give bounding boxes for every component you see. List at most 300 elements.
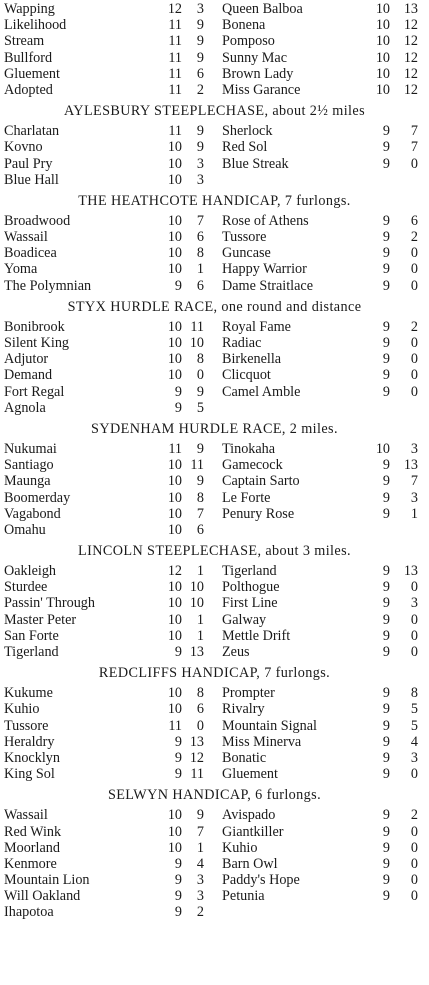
weight-pounds-left: 7 (196, 823, 204, 840)
race-heading: AYLESBURY STEEPLECHASE, about 2½ miles (63, 103, 366, 120)
horse-name-right: Guncase (222, 245, 271, 262)
weight-pounds-left: 2 (196, 81, 204, 98)
race-heading: SELWYN HANDICAP, 6 furlongs. (107, 787, 322, 804)
weight-stone-right: 9 (382, 717, 390, 734)
weight-pounds-left: 8 (196, 245, 204, 262)
weight-pounds-right: 2 (410, 807, 418, 824)
horse-name-right: Blue Streak (222, 155, 289, 172)
entry-row (0, 351, 429, 367)
horse-name-left: Kuhio (4, 701, 40, 718)
weight-pounds-left: 0 (196, 367, 204, 384)
horse-name-left: Passin' Through (4, 595, 95, 612)
entry-row (0, 473, 429, 489)
weight-pounds-left: 10 (189, 579, 204, 596)
entry-list (0, 123, 429, 188)
horse-name-right: Penury Rose (222, 505, 295, 522)
weight-stone-left: 9 (174, 644, 182, 660)
weight-stone-right: 9 (382, 383, 390, 400)
weight-pounds-left: 12 (189, 749, 204, 766)
weight-stone-left: 11 (168, 65, 182, 82)
entry-row (0, 1, 429, 17)
entry-row (0, 139, 429, 155)
weight-stone-right: 9 (382, 351, 390, 368)
horse-name-right: Gluement (222, 766, 278, 783)
weight-stone-left: 11 (168, 33, 182, 50)
weight-pounds-left: 0 (196, 717, 204, 734)
weight-stone-left: 10 (167, 155, 182, 172)
weight-stone-right: 9 (382, 749, 390, 766)
weight-pounds-left: 11 (190, 766, 204, 783)
weight-pounds-right: 0 (410, 579, 418, 596)
horse-name-right: Red Sol (222, 139, 268, 156)
weight-pounds-left: 9 (196, 49, 204, 66)
horse-name-left: Mountain Lion (4, 872, 90, 889)
weight-stone-left: 10 (167, 595, 182, 612)
weight-stone-left: 10 (167, 351, 182, 368)
weight-stone-left: 10 (167, 685, 182, 702)
weight-pounds-left: 5 (196, 399, 204, 416)
weight-stone-left: 10 (167, 367, 182, 384)
weight-pounds-right: 0 (410, 351, 418, 368)
weight-pounds-right: 7 (410, 139, 418, 156)
horse-name-left: Agnola (4, 399, 46, 416)
horse-name-right: Tinokaha (222, 440, 276, 457)
weight-pounds-right: 12 (403, 81, 418, 98)
horse-name-right: Mountain Signal (222, 717, 317, 734)
weight-pounds-right: 3 (410, 489, 418, 506)
weight-pounds-right: 0 (410, 611, 418, 628)
weight-stone-left: 10 (167, 807, 182, 824)
weight-stone-right: 9 (382, 644, 390, 660)
horse-name-right: Gamecock (222, 457, 283, 474)
entry-row (0, 50, 429, 66)
weight-pounds-left: 13 (189, 644, 204, 660)
entry-row (0, 156, 429, 172)
weight-pounds-left: 11 (190, 457, 204, 474)
horse-name-right: Giantkiller (222, 823, 284, 840)
race-heading: REDCLIFFS HANDICAP, 7 furlongs. (98, 665, 331, 682)
entry-row (0, 33, 429, 49)
entry-row (0, 229, 429, 245)
weight-stone-left: 11 (168, 49, 182, 66)
weight-pounds-right: 5 (410, 717, 418, 734)
weight-pounds-right: 0 (410, 766, 418, 783)
weight-stone-left: 9 (174, 399, 182, 416)
weight-stone-right: 9 (382, 888, 390, 905)
entry-row (0, 579, 429, 595)
entry-list (0, 441, 429, 538)
weight-pounds-left: 3 (196, 1, 204, 17)
horse-name-right: Rivalry (222, 701, 265, 718)
weight-stone-left: 9 (174, 888, 182, 905)
weight-pounds-right: 0 (410, 872, 418, 889)
weight-pounds-left: 1 (196, 563, 204, 580)
weight-stone-left: 10 (167, 318, 182, 335)
weight-stone-right: 9 (382, 685, 390, 702)
weight-pounds-left: 7 (196, 505, 204, 522)
weight-pounds-right: 0 (410, 839, 418, 856)
weight-pounds-right: 3 (410, 749, 418, 766)
weight-stone-right: 9 (382, 627, 390, 644)
weight-stone-left: 10 (167, 823, 182, 840)
race-section (0, 786, 429, 920)
entry-row (0, 367, 429, 383)
horse-name-left: Blue Hall (4, 171, 59, 188)
horse-name-right: Galway (222, 611, 267, 628)
weight-stone-right: 9 (382, 457, 390, 474)
weight-stone-right: 9 (382, 489, 390, 506)
entry-row (0, 718, 429, 734)
weight-stone-left: 10 (167, 457, 182, 474)
entry-row (0, 506, 429, 522)
horse-name-left: Sturdee (4, 579, 48, 596)
entry-row (0, 701, 429, 717)
weight-stone-right: 9 (382, 155, 390, 172)
weight-pounds-left: 6 (196, 701, 204, 718)
horse-name-right: Sherlock (222, 123, 273, 140)
weight-pounds-left: 8 (196, 685, 204, 702)
horse-name-right: Tussore (222, 229, 267, 246)
horse-name-left: Stream (4, 33, 45, 50)
entry-row (0, 17, 429, 33)
horse-name-left: Fort Regal (4, 383, 65, 400)
weight-pounds-left: 9 (196, 807, 204, 824)
weight-pounds-left: 13 (189, 733, 204, 750)
horse-name-left: Tussore (4, 717, 49, 734)
horse-name-left: Broadwood (4, 212, 71, 229)
weight-pounds-right: 7 (410, 123, 418, 140)
entry-row (0, 595, 429, 611)
weight-stone-right: 9 (382, 229, 390, 246)
entry-row (0, 563, 429, 579)
weight-stone-left: 9 (174, 383, 182, 400)
weight-pounds-right: 8 (410, 685, 418, 702)
weight-pounds-right: 0 (410, 277, 418, 294)
weight-pounds-left: 3 (196, 888, 204, 905)
horse-name-right: Captain Sarto (222, 473, 300, 490)
horse-name-left: Master Peter (4, 611, 77, 628)
weight-pounds-left: 10 (189, 335, 204, 351)
weight-stone-right: 9 (382, 505, 390, 522)
horse-name-left: Demand (4, 367, 53, 384)
weight-pounds-right: 0 (410, 383, 418, 400)
horse-name-right: Barn Owl (222, 855, 278, 872)
horse-name-right: Bonena (222, 17, 266, 34)
horse-name-left: Adjutor (4, 351, 49, 368)
entry-row (0, 123, 429, 139)
weight-stone-right: 9 (382, 473, 390, 490)
entry-list (0, 319, 429, 416)
weight-pounds-right: 0 (410, 888, 418, 905)
weight-pounds-right: 0 (410, 823, 418, 840)
horse-name-left: Boomerday (4, 489, 71, 506)
weight-pounds-right: 0 (410, 245, 418, 262)
weight-stone-right: 9 (382, 261, 390, 278)
horse-name-right: Miss Garance (222, 81, 301, 98)
entry-list (0, 1, 429, 98)
weight-pounds-right: 7 (410, 473, 418, 490)
weight-pounds-left: 11 (190, 318, 204, 335)
horse-name-right: Rose of Athens (222, 212, 309, 229)
entry-row (0, 213, 429, 229)
weight-pounds-right: 0 (410, 367, 418, 384)
horse-name-right: Miss Minerva (222, 733, 302, 750)
entry-list (0, 563, 429, 660)
entry-row (0, 457, 429, 473)
weight-stone-right: 9 (382, 766, 390, 783)
weight-stone-left: 10 (167, 579, 182, 596)
weight-pounds-left: 6 (196, 229, 204, 246)
weight-pounds-right: 0 (410, 855, 418, 872)
weight-pounds-left: 8 (196, 489, 204, 506)
race-heading: THE HEATHCOTE HANDICAP, 7 furlongs. (78, 192, 351, 209)
horse-name-right: Pomposo (222, 33, 275, 50)
weight-pounds-right: 6 (410, 212, 418, 229)
weight-stone-right: 10 (375, 65, 390, 82)
weight-stone-left: 10 (167, 212, 182, 229)
weight-pounds-right: 3 (410, 440, 418, 457)
weight-stone-left: 10 (167, 139, 182, 156)
entry-list (0, 213, 429, 294)
entry-list (0, 685, 429, 782)
horse-name-right: Le Forte (222, 489, 271, 506)
horse-name-right: Brown Lady (222, 65, 294, 82)
weight-pounds-left: 3 (196, 872, 204, 889)
horse-name-left: Heraldry (4, 733, 55, 750)
weight-stone-right: 10 (375, 81, 390, 98)
entry-row (0, 278, 429, 294)
weight-stone-right: 9 (382, 245, 390, 262)
entry-row (0, 245, 429, 261)
weight-stone-left: 10 (167, 839, 182, 856)
weight-stone-left: 11 (168, 123, 182, 140)
weight-pounds-right: 12 (403, 49, 418, 66)
weight-pounds-right: 2 (410, 229, 418, 246)
entry-row (0, 807, 429, 823)
horse-name-left: Kovno (4, 139, 43, 156)
entry-row (0, 766, 429, 782)
weight-stone-left: 9 (174, 904, 182, 921)
weight-stone-left: 10 (167, 505, 182, 522)
weight-stone-right: 10 (375, 33, 390, 50)
horse-name-right: Kuhio (222, 839, 258, 856)
horse-name-left: Silent King (4, 335, 70, 351)
weight-pounds-right: 13 (403, 563, 418, 580)
weight-pounds-left: 1 (196, 261, 204, 278)
race-section (0, 1, 429, 98)
weight-stone-left: 12 (167, 563, 182, 580)
race-section (0, 664, 429, 782)
horse-name-left: Gluement (4, 65, 60, 82)
horse-name-right: Paddy's Hope (222, 872, 300, 889)
horse-name-right: Mettle Drift (222, 627, 291, 644)
weight-stone-left: 11 (168, 440, 182, 457)
weight-pounds-right: 2 (410, 318, 418, 335)
weight-pounds-right: 13 (403, 457, 418, 474)
weight-pounds-left: 2 (196, 904, 204, 921)
weight-stone-left: 10 (167, 701, 182, 718)
entry-row (0, 685, 429, 701)
weight-stone-right: 9 (382, 123, 390, 140)
weight-pounds-right: 12 (403, 65, 418, 82)
horse-name-right: Prompter (222, 685, 275, 702)
weight-pounds-left: 9 (196, 383, 204, 400)
entry-row (0, 319, 429, 335)
horse-name-left: Adopted (4, 81, 53, 98)
weight-stone-left: 10 (167, 473, 182, 490)
weight-stone-right: 9 (382, 611, 390, 628)
horse-name-right: Happy Warrior (222, 261, 307, 278)
horse-name-left: Nukumai (4, 440, 57, 457)
weight-stone-right: 10 (375, 1, 390, 17)
horse-name-right: Bonatic (222, 749, 267, 766)
race-section (0, 192, 429, 294)
horse-name-right: Tigerland (222, 563, 277, 580)
weight-pounds-left: 1 (196, 611, 204, 628)
weight-pounds-left: 6 (196, 277, 204, 294)
horse-name-left: Tigerland (4, 644, 59, 660)
weight-stone-left: 9 (174, 872, 182, 889)
weight-pounds-right: 0 (410, 627, 418, 644)
horse-name-right: Camel Amble (222, 383, 301, 400)
entry-row (0, 66, 429, 82)
horse-name-left: Wassail (4, 229, 48, 246)
horse-name-left: Bonibrook (4, 318, 65, 335)
horse-name-left: Kenmore (4, 855, 57, 872)
horse-name-left: King Sol (4, 766, 55, 783)
weight-stone-right: 9 (382, 579, 390, 596)
weight-pounds-right: 1 (410, 505, 418, 522)
horse-name-left: Wapping (4, 1, 55, 17)
weight-pounds-left: 1 (196, 839, 204, 856)
horse-name-left: Moorland (4, 839, 60, 856)
entry-row (0, 335, 429, 351)
weight-stone-right: 9 (382, 277, 390, 294)
weight-stone-right: 9 (382, 318, 390, 335)
weight-stone-right: 10 (375, 17, 390, 34)
weight-stone-left: 11 (168, 17, 182, 34)
horse-name-left: Ihapotoa (4, 904, 54, 921)
race-section (0, 298, 429, 416)
weight-pounds-right: 4 (410, 733, 418, 750)
weight-stone-right: 9 (382, 335, 390, 351)
weight-stone-left: 10 (167, 627, 182, 644)
weight-stone-left: 9 (174, 855, 182, 872)
entry-row (0, 872, 429, 888)
weight-stone-left: 10 (167, 171, 182, 188)
weight-pounds-right: 5 (410, 701, 418, 718)
race-section (0, 542, 429, 660)
horse-name-right: Polthogue (222, 579, 280, 596)
weight-stone-left: 9 (174, 733, 182, 750)
weight-stone-right: 9 (382, 367, 390, 384)
horse-name-left: Maunga (4, 473, 51, 490)
weight-pounds-left: 6 (196, 521, 204, 538)
weight-pounds-left: 9 (196, 17, 204, 34)
entry-row (0, 384, 429, 400)
weight-pounds-right: 0 (410, 644, 418, 660)
horse-name-right: Dame Straitlace (222, 277, 313, 294)
entry-row (0, 628, 429, 644)
weight-stone-right: 9 (382, 823, 390, 840)
horse-name-right: Clicquot (222, 367, 271, 384)
entry-row (0, 750, 429, 766)
weight-stone-right: 9 (382, 563, 390, 580)
horse-name-right: Sunny Mac (222, 49, 288, 66)
weight-pounds-left: 9 (196, 440, 204, 457)
horse-name-left: Kukume (4, 685, 53, 702)
entry-row (0, 888, 429, 904)
weight-pounds-left: 3 (196, 155, 204, 172)
weight-stone-right: 9 (382, 595, 390, 612)
weight-stone-right: 9 (382, 855, 390, 872)
entry-row (0, 400, 429, 416)
race-section (0, 420, 429, 538)
horse-name-right: Birkenella (222, 351, 282, 368)
weight-pounds-right: 0 (410, 335, 418, 351)
weight-stone-left: 10 (167, 611, 182, 628)
race-heading: STYX HURDLE RACE, one round and distance (67, 298, 362, 315)
entry-row (0, 644, 429, 660)
horse-name-right: Zeus (222, 644, 250, 660)
entry-list (0, 807, 429, 920)
entry-row (0, 734, 429, 750)
horse-name-left: The Polymnian (4, 277, 92, 294)
horse-name-left: Charlatan (4, 123, 60, 140)
weight-pounds-left: 4 (196, 855, 204, 872)
horse-name-right: Radiac (222, 335, 262, 351)
horse-name-left: Yoma (4, 261, 38, 278)
weight-stone-right: 9 (382, 872, 390, 889)
entry-row (0, 612, 429, 628)
weight-stone-left: 12 (167, 1, 182, 17)
weight-stone-left: 11 (168, 717, 182, 734)
weight-pounds-right: 3 (410, 595, 418, 612)
weight-pounds-right: 12 (403, 17, 418, 34)
horse-name-left: Red Wink (4, 823, 62, 840)
weight-stone-left: 9 (174, 277, 182, 294)
weight-pounds-left: 6 (196, 65, 204, 82)
weight-pounds-left: 3 (196, 171, 204, 188)
weight-stone-left: 10 (167, 489, 182, 506)
race-heading: LINCOLN STEEPLECHASE, about 3 miles. (78, 543, 351, 560)
weight-pounds-left: 1 (196, 627, 204, 644)
weight-stone-left: 9 (174, 766, 182, 783)
horse-name-left: Bullford (4, 49, 53, 66)
weight-pounds-right: 0 (410, 261, 418, 278)
weight-stone-left: 10 (167, 335, 182, 351)
entry-row (0, 441, 429, 457)
horse-name-right: First Line (222, 595, 278, 612)
horse-name-left: Paul Pry (4, 155, 53, 172)
horse-name-right: Queen Balboa (222, 1, 303, 17)
weight-stone-left: 10 (167, 229, 182, 246)
weight-stone-left: 10 (167, 245, 182, 262)
weight-stone-left: 10 (167, 261, 182, 278)
horse-name-left: Knocklyn (4, 749, 60, 766)
entry-row (0, 261, 429, 277)
weight-pounds-left: 10 (189, 595, 204, 612)
weight-pounds-right: 0 (410, 155, 418, 172)
weight-pounds-left: 9 (196, 139, 204, 156)
weight-stone-left: 11 (168, 81, 182, 98)
entry-row (0, 522, 429, 538)
weight-stone-right: 10 (375, 440, 390, 457)
horse-name-left: Boadicea (4, 245, 57, 262)
weight-stone-left: 10 (167, 521, 182, 538)
entry-row (0, 82, 429, 98)
weight-stone-right: 9 (382, 701, 390, 718)
